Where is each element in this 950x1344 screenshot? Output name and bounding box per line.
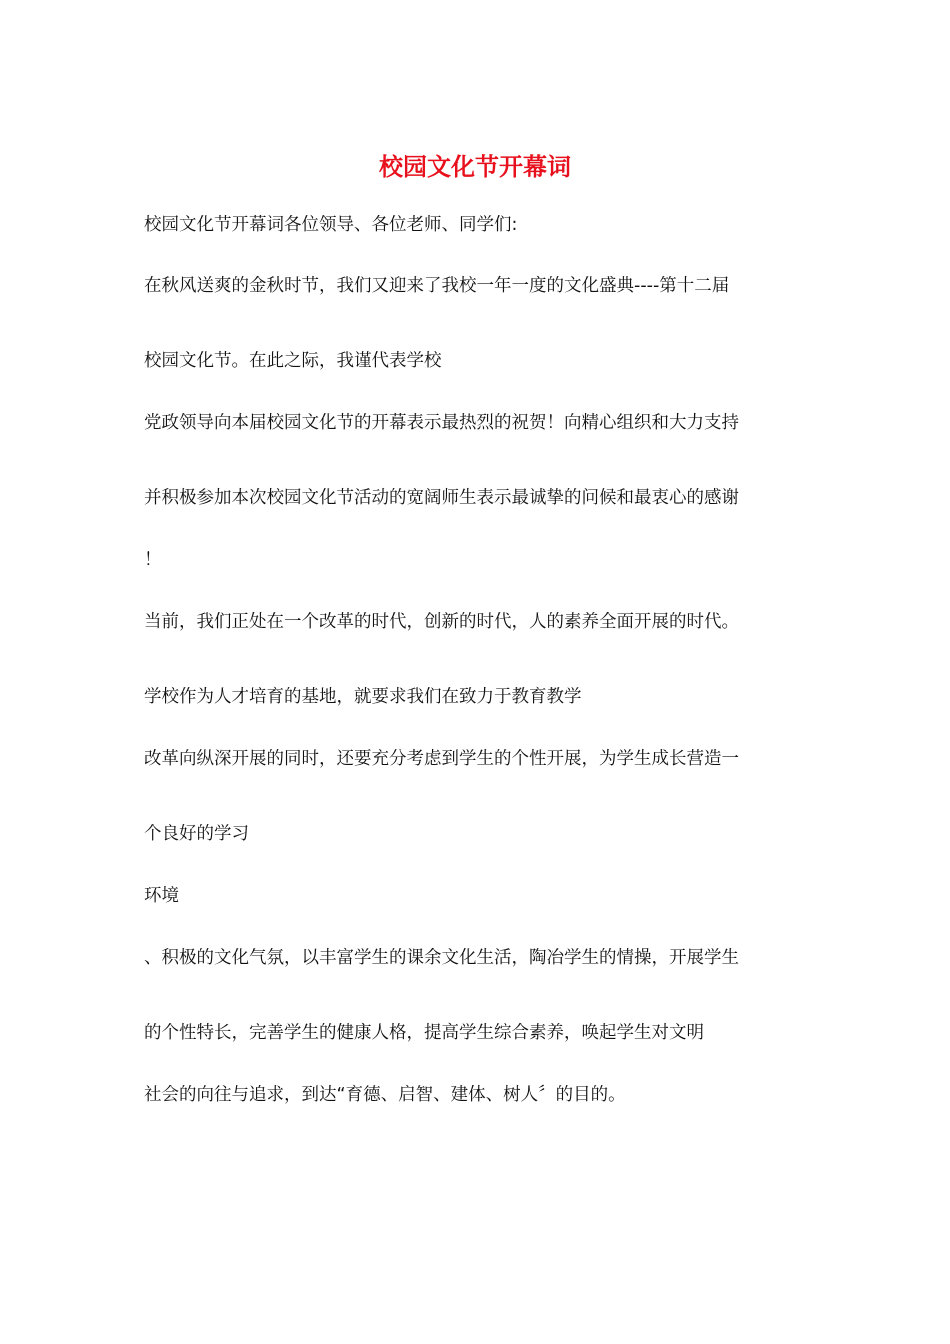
paragraph-line-5: 并积极参加本次校园文化节活动的宽阔师生表示最诚挚的问候和最衷心的感谢: [144, 488, 739, 508]
paragraph-line-12: 、积极的文化气氛，以丰富学生的课余文化生活，陶冶学生的情操，开展学生: [144, 948, 739, 968]
paragraph-line-14: 社会的向往与追求，到达“育德、启智、建体、树人〞的目的。: [144, 1085, 626, 1105]
paragraph-line-3: 校园文化节。在此之际，我谨代表学校: [144, 351, 442, 371]
paragraph-line-7: 当前，我们正处在一个改革的时代，创新的时代，人的素养全面开展的时代。: [144, 612, 739, 632]
paragraph-line-6: ！: [144, 550, 162, 570]
paragraph-line-1: 校园文化节开幕词各位领导、各位老师、同学们:: [144, 215, 518, 235]
paragraph-line-9: 改革向纵深开展的同时，还要充分考虑到学生的个性开展，为学生成长营造一: [144, 749, 739, 769]
document-title: 校园文化节开幕词: [379, 152, 571, 181]
paragraph-line-10: 个良好的学习: [144, 824, 249, 844]
paragraph-line-4: 党政领导向本届校园文化节的开幕表示最热烈的祝贺！向精心组织和大力支持: [144, 413, 739, 433]
paragraph-line-2: 在秋风送爽的金秋时节，我们又迎来了我校一年一度的文化盛典----第十二届: [144, 276, 730, 296]
paragraph-line-11: 环境: [144, 886, 179, 906]
paragraph-line-13: 的个性特长，完善学生的健康人格，提高学生综合素养，唤起学生对文明: [144, 1023, 704, 1043]
paragraph-line-8: 学校作为人才培育的基地，就要求我们在致力于教育教学: [144, 687, 582, 707]
